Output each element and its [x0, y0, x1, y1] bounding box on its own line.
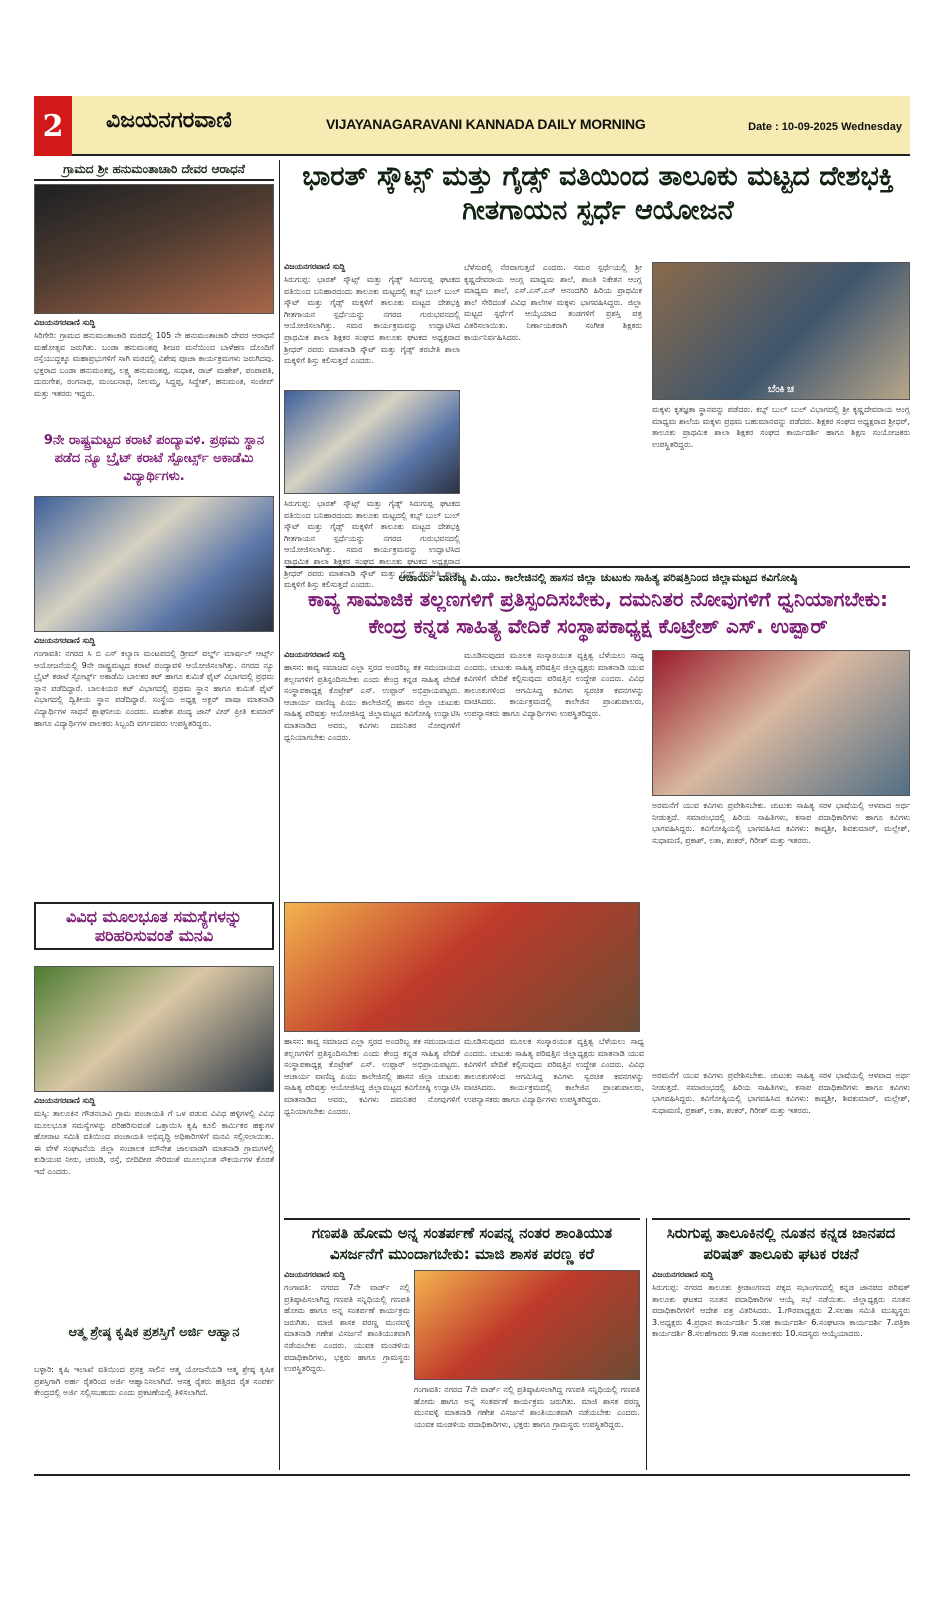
story2-photo	[34, 496, 274, 632]
story1-body: ಸಿರಿಗೇರಿ: ಗ್ರಾಮದ ಹನುಮಂತಾಚಾರಿ ಮಠದಲ್ಲಿ 105 ನೇ ಹನುಮಂತಾಚಾರಿ ದೇವರ ಆರಾಧನೆ ಮಹೋತ್ಸವ ಜರುಗಿತು. ಬಂಡಾ ಹನುಮಂತಪ್ಪ ಶೀಜರ ಮನೆಯಿಂದ ಬಾಳೆಹಣ ದೊಂದಿಗೆ ರಸ್ತೆಯುದ್ದಕ್ಕೂ ಮಹಾಪ್ರಭುಗಳಿಗೆ ಸಾಗಿ ಮಠದಲ್ಲಿ ವಿಶೇಷ ಪೂಜಾ ಕಾರ್ಯಕ್ರಮಗಳು ಜರುಗಿದವು. ಭಕ್ತರಾದ ಬಂಡಾ ಹನುಮಂತಪ್ಪ, ಲಕ್ಷ್ಮ ಹನುಮಂತಪ್ಪ, ಸುಧಾಕ, ರಾಜ್ ಮಹೇಶ್, ಪಂಪಾಪತಿ, ದುರುಗೇಶ, ರಂಗನಾಥ, ಮಂಜುನಾಥ, ನೀಲಮ್ಮ, ಸಿದ್ದಪ್ಪ, ಸಿದ್ದೇಶ್, ಹನುಮಂತ, ಸಂಜೀವ್ ಮತ್ತು ಇತರರು ಇದ್ದರು.	[34, 331, 274, 398]
story3-body: ಮಸ್ಕಿ: ತಾಲೂಕಿನ ಗೌಡನಬಾವಿ ಗ್ರಾಮ ಪಂಚಾಯತಿ ಗೆ ಒಳ ಪಡುವ ವಿವಿಧ ಹಳ್ಳಿಗಳಲ್ಲಿ ವಿವಿಧ ಮೂಲಭೂತ ಸಮಸ್ಯೆಗಳನ್ನು ಪರಿಹರಿಸುವಂತೆ ಒತ್ತಾಯಿಸಿ ಕೃಷಿ ಕೂಲಿ ಕಾರ್ಮಿಕರ ಹಕ್ಕುಗಳ ಹೋರಾಟ ಸಮಿತಿ ವತಿಯಿಂದ ಪಂಚಾಯತಿ ಅಭಿವೃದ್ಧಿ ಅಧಿಕಾರಿಗಳಿಗೆ ಮನವಿ ಸಲ್ಲಿಸಲಾಯಿತು. ಈ ವೇಳೆ ಸಂಘಟನೆಯ ಜಿಲ್ಲಾ ಸಂಚಾಲಕ ಮೌನೇಶ ಜಾಲವಾಡಗಿ ಮಾತನಾಡಿ ಗ್ರಾಮಗಳಲ್ಲಿ ಕುಡಿಯುವ ನೀರು, ಚರಂಡಿ, ರಸ್ತೆ, ಬೀದಿದೀಪ ಸೇರಿದಂತೆ ಮೂಲಭೂತ ಸೌಕರ್ಯಗಳ ಕೊರತೆ ಇದೆ ಎಂದರು.	[34, 1109, 274, 1176]
story1-photo	[34, 184, 274, 314]
story3-byline: ವಿಜಯನಗರವಾಣಿ ಸುದ್ದಿ	[34, 1096, 96, 1105]
kavi-banner: ಆಚಾರ್ಯ ವಾಣಿಜ್ಯ ಪಿ.ಯು. ಕಾಲೇಜಿನಲ್ಲಿ ಹಾಸನ ಜಿಲ್ಲಾ ಚುಟುಕು ಸಾಹಿತ್ಯ ಪರಿಷತ್ತಿನಿಂದ ಜಿಲ್ಲಾಮಟ್ಟದ ಕವಿಗೋಷ್ಠಿ	[286, 566, 910, 584]
ganapati-text	[284, 1270, 410, 1470]
lead-photo-guests	[652, 262, 910, 400]
kavi-photo-stage	[284, 902, 640, 1032]
lead-headline: ಭಾರತ್ ಸ್ಕೌಟ್ಸ್ ಮತ್ತು ಗೈಡ್ಸ್ ವತಿಯಿಂದ ತಾಲೂಕು ಮಟ್ಟದ ದೇಶಭಕ್ತಿ ಗೀತಗಾಯನ ಸ್ಪರ್ಧೆ ಆಯೋಜನೆ	[302, 161, 894, 226]
kasapa-text	[652, 1270, 910, 1470]
story2-byline: ವಿಜಯನಗರವಾಣಿ ಸುದ್ದಿ	[34, 636, 96, 645]
masthead-title: ವಿಜಯನಗರವಾಣಿ	[106, 108, 232, 133]
lead-photo-stage	[284, 390, 460, 494]
story1-byline: ವಿಜಯನಗರವಾಣಿ ಸುದ್ದಿ	[34, 318, 96, 327]
story2-body: ಗಂಗಾವತಿ: ನಗರದ ಸಿ ಬಿ ಎಸ್ ಕಲ್ಯಾಣ ಮಂಟಪದಲ್ಲಿ ಡ್ರೀಮ್ ವರ್ಲ್ಡ್ ಮಾರ್ಷಲ್ ಆರ್ಟ್ಸ್ ಆಯೋಜನೆಯಲ್ಲಿ 9ನೇ ರಾಷ್ಟ್ರಮಟ್ಟದ ಕರಾಟೆ ಪಂದ್ಯಾವಳಿ ಆಯೋಜಿಸಲಾಗಿತ್ತು. ನಗರದ ನ್ಯೂ ಬ್ರೈಟ್ ಕರಾಟೆ ಸ್ಪೋರ್ಟ್ಸ್ ಅಕಾಡೆಮಿ ಬಾಲಕರ ಕಟ್ ಹಾಗೂ ಕುಮಿತೆ ಫೈಟ್ ವಿಭಾಗದಲ್ಲಿ ಪ್ರಥಮ ಸ್ಥಾನ ಪಡೆದಿದ್ದಾರೆ. ಬಾಲಕಿಯರ ಕಟ್ ವಿಭಾಗದಲ್ಲಿ ಪ್ರಥಮ ಸ್ಥಾನ ಹಾಗೂ ಕುಮಿತೆ ಫೈಟ್ ವಿಭಾಗದಲ್ಲಿ ದ್ವಿತೀಯ ಸ್ಥಾನ ಪಡೆದಿದ್ದಾರೆ. ಸಂಸ್ಥೆಯ ಅಧ್ಯಕ್ಷ ಅಕ್ಬರ್ ಪಾಷಾ ಮಾತನಾಡಿ ವಿದ್ಯಾರ್ಥಿಗಳ ಸಾಧನೆ ಶ್ಲಾಘನೀಯ ಎಂದರು. ಮಹೇಶ ಪಂದ್ಯ ಜಾನ್ ವೀರ್ ಪ್ರೀತಿ ಕುಮಾರ್ ಹಾಗೂ ವಿದ್ಯಾರ್ಥಿಗಳ ಪಾಲಕರು ಸಿಬ್ಬಂದಿ ವರ್ಗದವರು ಉಪಸ್ಥಿತರಿದ್ದರು.	[34, 649, 274, 728]
ganapati-photo	[414, 1270, 640, 1380]
page-number: 2	[34, 96, 72, 156]
kavi-body-3-cont: ಅರಮನೆಗೆ ಯುವ ಕವಿಗಳು ಪ್ರವೇಶಿಸಬೇಕು. ಚುಟುಕು ಸಾಹಿತ್ಯ ಸರಳ ಭಾಷೆಯಲ್ಲಿ ಆಳವಾದ ಅರ್ಥ ನೀಡುತ್ತದೆ. ಸಮಾರಂಭದಲ್ಲಿ ಹಿರಿಯ ಸಾಹಿತಿಗಳು, ಕಸಾಪ ಪದಾಧಿಕಾರಿಗಳು ಹಾಗೂ ಕವಿಗಳು ಭಾಗವಹಿಸಿದ್ದರು. ಕವಿಗೋಷ್ಠಿಯಲ್ಲಿ ಭಾಗವಹಿಸಿದ ಕವಿಗಳು: ಕಾವ್ಯಶ್ರೀ, ಶಿವಕುಮಾರ್, ಮಲ್ಲೇಶ್, ಸುಧಾಮಣಿ, ಪ್ರಕಾಶ್, ಲತಾ, ಶಂಕರ್, ಗಿರೀಶ್ ಮತ್ತು ಇತರರು.	[652, 1071, 910, 1115]
ganapati-byline: ವಿಜಯನಗರವಾಣಿ ಸುದ್ದಿ	[284, 1270, 346, 1279]
photo-caption: ಬೆಂಕಿ ಚ	[768, 384, 794, 395]
ganapati-headline: ಗಣಪತಿ ಹೋಮ ಅನ್ನ ಸಂತರ್ಪಣೆ ಸಂಪನ್ನ ನಂತರ ಶಾಂತಿಯುತ ವಿಸರ್ಜನೆಗೆ ಮುಂದಾಗಬೇಕು: ಮಾಜಿ ಶಾಸಕ ಪರಣ್ಣ ಕರೆ	[284, 1218, 640, 1265]
story4-body: ಬಳ್ಳಾರಿ: ಕೃಷಿ ಇಲಾಖೆ ವತಿಯಿಂದ ಪ್ರಸಕ್ತ ಸಾಲಿನ ಆತ್ಮ ಯೋಜನೆಯಡಿ ಆತ್ಮ ಶ್ರೇಷ್ಠ ಕೃಷಿಕ ಪ್ರಶಸ್ತಿಗಾಗಿ ಅರ್ಹ ರೈತರಿಂದ ಅರ್ಜಿ ಆಹ್ವಾನಿಸಲಾಗಿದೆ. ಆಸಕ್ತ ರೈತರು ಹತ್ತಿರದ ರೈತ ಸಂಪರ್ಕ ಕೇಂದ್ರದಲ್ಲಿ ಅರ್ಜಿ ಸಲ್ಲಿಸಬಹುದು ಎಂದು ಪ್ರಕಟಣೆಯಲ್ಲಿ ತಿಳಿಸಲಾಗಿದೆ.	[34, 1365, 274, 1398]
page-bottom-rule	[34, 1474, 910, 1476]
english-title: VIJAYANAGARAVANI KANNADA DAILY MORNING	[326, 116, 646, 132]
ganapati-body: ಗಂಗಾವತಿ: ನಗರದ 7ನೇ ವಾರ್ಡ್ ನಲ್ಲಿ ಪ್ರತಿಷ್ಠಾಪಿಸಲಾಗಿದ್ದ ಗಣಪತಿ ಸನ್ನಿಧಿಯಲ್ಲಿ ಗಣಪತಿ ಹೋಮ ಹಾಗೂ ಅನ್ನ ಸಂತರ್ಪಣೆ ಕಾರ್ಯಕ್ರಮ ಜರುಗಿತು. ಮಾಜಿ ಶಾಸಕ ಪರಣ್ಣ ಮುನವಳ್ಳಿ ಮಾತನಾಡಿ ಗಣೇಶ ವಿಸರ್ಜನೆ ಶಾಂತಿಯುತವಾಗಿ ನಡೆಯಬೇಕು ಎಂದರು. ಯುವಕ ಮಂಡಳಿಯ ಪದಾಧಿಕಾರಿಗಳು, ಭಕ್ತರು ಹಾಗೂ ಗ್ರಾಮಸ್ಥರು ಉಪಸ್ಥಿತರಿದ್ದರು.	[284, 1283, 410, 1374]
story3-text	[34, 1096, 274, 1318]
kavi-photo-award	[652, 650, 910, 796]
lead-body-1-cont: ಸಿರುಗುಪ್ಪ: ಭಾರತ್ ಸ್ಕೌಟ್ಸ್ ಮತ್ತು ಗೈಡ್ಸ್ ಸಿರುಗುಪ್ಪ ಘಟಕದ ವತಿಯಿಂದ ಬನಿಹಾರದಂದು ತಾಲೂಕು ಮಟ್ಟದಲ್ಲಿ ಕಬ್ಸ್ ಬುಲ್ ಬುಲ್ ಸ್ಕೌಟ್ ಮತ್ತು ಗೈಡ್ಸ್ ಮಕ್ಕಳಿಗೆ ತಾಲೂಕು ಮಟ್ಟದ ದೇಶಭಕ್ತಿ ಗೀತಗಾಯನ ಸ್ಪರ್ಧೆಯನ್ನು ನಗರದ ಗುರುಭವನದಲ್ಲಿ ಆಯೋಜಿಸಲಾಗಿತ್ತು. ಸಮರ ಕಾರ್ಯಕ್ರಮವನ್ನು ಉದ್ಘಾಟಿಸಿದ ಪ್ರಾಥಮಿಕ ಶಾಲಾ ಶಿಕ್ಷಕರ ಸಂಘದ ತಾಲೂಕು ಘಟಕದ ಅಧ್ಯಕ್ಷರಾದ ಶ್ರೀಧರ್ ರವರು ಮಾತನಾಡಿ ಸ್ಕೌಟ್ ಮತ್ತು ಗೈಡ್ಸ್ ತರಬೇತಿ ಶಾಲಾ ಮಕ್ಕಳಿಗೆ ಶಿಸ್ತು ಕಲಿಸುತ್ತದೆ ಎಂದರು.	[284, 499, 460, 590]
kasapa-headline: ಸಿರುಗುಪ್ಪ ತಾಲೂಕಿನಲ್ಲಿ ನೂತನ ಕನ್ನಡ ಜಾನಪದ ಪರಿಷತ್ ತಾಲೂಕು ಘಟಕ ರಚನೆ	[652, 1218, 910, 1265]
kavi-body-2-cont: ಮೂಡಿಸುವುದರ ಮೂಲಕ ಸಂಸ್ಕಾರಯುತ ವ್ಯಕ್ತಿತ್ವ ಬೆಳೆಯಲು ಸಾಧ್ಯ ಎಂದರು. ಚುಟುಕು ಸಾಹಿತ್ಯ ಪರಿಷತ್ತಿನ ಜಿಲ್ಲಾಧ್ಯಕ್ಷರು ಮಾತನಾಡಿ ಯುವ ಕವಿಗಳಿಗೆ ವೇದಿಕೆ ಕಲ್ಪಿಸುವುದು ಪರಿಷತ್ತಿನ ಉದ್ದೇಶ ಎಂದರು. ವಿವಿಧ ತಾಲೂಕುಗಳಿಂದ ಆಗಮಿಸಿದ್ದ ಕವಿಗಳು ಸ್ವರಚಿತ ಕವನಗಳನ್ನು ವಾಚಿಸಿದರು. ಕಾರ್ಯಕ್ರಮದಲ್ಲಿ ಕಾಲೇಜಿನ ಪ್ರಾಂಶುಪಾಲರು, ಉಪನ್ಯಾಸಕರು ಹಾಗೂ ವಿದ್ಯಾರ್ಥಿಗಳು ಉಪಸ್ಥಿತರಿದ್ದರು.	[464, 1037, 644, 1104]
lead-body-3: ಮಕ್ಕಳು ಕೃತಜ್ಞತಾ ಸ್ಥಾನವನ್ನು ಪಡೆದರು. ಕಬ್ಸ್ ಬುಲ್ ಬುಲ್ ವಿಭಾಗದಲ್ಲಿ ಶ್ರೀ ಕೃಷ್ಣದೇವರಾಯ ಆಂಗ್ಲ ಮಾಧ್ಯಮ ಶಾಲೆಯ ಮಕ್ಕಳು ಪ್ರಥಮ ಬಹುಮಾನವನ್ನು ಪಡೆದರು. ಶಿಕ್ಷಕರ ಸಂಘದ ಅಧ್ಯಕ್ಷರಾದ ಶ್ರೀಧರ್, ತಾಲೂಕು ಪ್ರಾಥಮಿಕ ಶಾಲಾ ಶಿಕ್ಷಕರ ಸಂಘದ ಕಾರ್ಯದರ್ಶಿ ಹಾಗೂ ಶಿಕ್ಷಣ ಸಂಯೋಜಕರು ಉಪಸ್ಥಿತರಿದ್ದರು.	[652, 405, 910, 449]
issue-date: Date : 10-09-2025 Wednesday	[748, 121, 902, 133]
kavi-body-2: ಮೂಡಿಸುವುದರ ಮೂಲಕ ಸಂಸ್ಕಾರಯುತ ವ್ಯಕ್ತಿತ್ವ ಬೆಳೆಯಲು ಸಾಧ್ಯ ಎಂದರು. ಚುಟುಕು ಸಾಹಿತ್ಯ ಪರಿಷತ್ತಿನ ಜಿಲ್ಲಾಧ್ಯಕ್ಷರು ಮಾತನಾಡಿ ಯುವ ಕವಿಗಳಿಗೆ ವೇದಿಕೆ ಕಲ್ಪಿಸುವುದು ಪರಿಷತ್ತಿನ ಉದ್ದೇಶ ಎಂದರು. ವಿವಿಧ ತಾಲೂಕುಗಳಿಂದ ಆಗಮಿಸಿದ್ದ ಕವಿಗಳು ಸ್ವರಚಿತ ಕವನಗಳನ್ನು ವಾಚಿಸಿದರು. ಕಾರ್ಯಕ್ರಮದಲ್ಲಿ ಕಾಲೇಜಿನ ಪ್ರಾಂಶುಪಾಲರು, ಉಪನ್ಯಾಸಕರು ಹಾಗೂ ವಿದ್ಯಾರ್ಥಿಗಳು ಉಪಸ್ಥಿತರಿದ್ದರು.	[464, 651, 644, 718]
lead-text-col1	[284, 262, 460, 386]
lead-body-2: ಬೆಳೆಸುವಲ್ಲಿ ನೆರವಾಗುತ್ತದೆ ಎಂದರು. ಸಮರ ಸ್ಪರ್ಧೆಯಲ್ಲಿ ಶ್ರೀ ಕೃಷ್ಣದೇವರಾಯ ಆಂಗ್ಲ ಮಾಧ್ಯಮ ಶಾಲೆ, ಶಾಂತಿ ನಿಕೇತನ ಆಂಗ್ಲ ಮಾಧ್ಯಮ ಶಾಲೆ, ಎಸ್.ಎಸ್.ಎಸ್ ಆನಂದಗಿರಿ ಹಿರಿಯ ಪ್ರಾಥಮಿಕ ಶಾಲೆ ಸೇರಿದಂತೆ ವಿವಿಧ ಶಾಲೆಗಳ ಮಕ್ಕಳು ಭಾಗವಹಿಸಿದ್ದರು. ಜಿಲ್ಲಾ ಮಟ್ಟದ ಸ್ಪರ್ಧೆಗೆ ಆಯ್ಕೆಯಾದ ತಂಡಗಳಿಗೆ ಪ್ರಶಸ್ತಿ ಪತ್ರ ವಿತರಿಸಲಾಯಿತು. ನಿರ್ಣಾಯಕರಾಗಿ ಸಂಗೀತ ಶಿಕ್ಷಕರು ಕಾರ್ಯನಿರ್ವಹಿಸಿದರು.	[464, 263, 642, 342]
story3-photo	[34, 966, 274, 1092]
story1-text	[34, 318, 274, 428]
lead-byline: ವಿಜಯನಗರವಾಣಿ ಸುದ್ದಿ	[284, 262, 346, 271]
story3-headline: ವಿವಿಧ ಮೂಲಭೂತ ಸಮಸ್ಯೆಗಳನ್ನು ಪರಿಹರಿಸುವಂತೆ ಮನವಿ	[34, 902, 274, 950]
kavi-body-1: ಹಾಸನ: ಕಾವ್ಯ ಸಮಾಜದ ಎಲ್ಲಾ ಸ್ತರದ ಅಂದರಿಬ್ಬ ತಕ ಸಮುದಾಯದ ತಲ್ಲಣಗಳಿಗೆ ಪ್ರತಿಸ್ಪಂದಿಸಬೇಕು ಎಂದು ಕೇಂದ್ರ ಕನ್ನಡ ಸಾಹಿತ್ಯ ವೇದಿಕೆ ಸಂಸ್ಥಾಪಕಾಧ್ಯಕ್ಷ ಕೊಟ್ರೇಶ್ ಎಸ್. ಉಪ್ಪಾರ್ ಅಭಿಪ್ರಾಯಪಟ್ಟರು. ಆಚಾರ್ಯ ವಾಣಿಜ್ಯ ಪಿಯು ಕಾಲೇಜಿನಲ್ಲಿ ಹಾಸನ ಜಿಲ್ಲಾ ಚುಟುಕು ಸಾಹಿತ್ಯ ಪರಿಷತ್ತು ಆಯೋಜಿಸಿದ್ದ ಜಿಲ್ಲಾಮಟ್ಟದ ಕವಿಗೋಷ್ಠಿ ಉದ್ಘಾಟಿಸಿ ಮಾತನಾಡಿದ ಅವರು, ಕವಿಗಳು ದಮನಿತರ ನೋವುಗಳಿಗೆ ಧ್ವನಿಯಾಗಬೇಕು ಎಂದರು.	[284, 663, 460, 742]
story2-headline: 9ನೇ ರಾಷ್ಟ್ರಮಟ್ಟದ ಕರಾಟೆ ಪಂದ್ಯಾವಳಿ. ಪ್ರಥಮ ಸ್ಥಾನ ಪಡೆದ ನ್ಯೂ ಬ್ರೈಟ್ ಕರಾಟೆ ಸ್ಪೋರ್ಟ್ಸ್ ಅಕಾಡೆಮಿ ವಿದ್ಯಾರ್ಥಿಗಳು.	[43, 433, 265, 485]
section-divider	[646, 1218, 647, 1470]
column-divider	[279, 160, 280, 1470]
kavi-body-1-cont: ಹಾಸನ: ಕಾವ್ಯ ಸಮಾಜದ ಎಲ್ಲಾ ಸ್ತರದ ಅಂದರಿಬ್ಬ ತಕ ಸಮುದಾಯದ ತಲ್ಲಣಗಳಿಗೆ ಪ್ರತಿಸ್ಪಂದಿಸಬೇಕು ಎಂದು ಕೇಂದ್ರ ಕನ್ನಡ ಸಾಹಿತ್ಯ ವೇದಿಕೆ ಸಂಸ್ಥಾಪಕಾಧ್ಯಕ್ಷ ಕೊಟ್ರೇಶ್ ಎಸ್. ಉಪ್ಪಾರ್ ಅಭಿಪ್ರಾಯಪಟ್ಟರು. ಆಚಾರ್ಯ ವಾಣಿಜ್ಯ ಪಿಯು ಕಾಲೇಜಿನಲ್ಲಿ ಹಾಸನ ಜಿಲ್ಲಾ ಚುಟುಕು ಸಾಹಿತ್ಯ ಪರಿಷತ್ತು ಆಯೋಜಿಸಿದ್ದ ಜಿಲ್ಲಾಮಟ್ಟದ ಕವಿಗೋಷ್ಠಿ ಉದ್ಘಾಟಿಸಿ ಮಾತನಾಡಿದ ಅವರು, ಕವಿಗಳು ದಮನಿತರ ನೋವುಗಳಿಗೆ ಧ್ವನಿಯಾಗಬೇಕು ಎಂದರು.	[284, 1037, 460, 1116]
kavi-headline: ಕಾವ್ಯ ಸಾಮಾಜಿಕ ತಲ್ಲಣಗಳಿಗೆ ಪ್ರತಿಸ್ಪಂದಿಸಬೇಕು, ದಮನಿತರ ನೋವುಗಳಿಗೆ ಧ್ವನಿಯಾಗಬೇಕು: ಕೇಂದ್ರ ಕನ್ನಡ ಸಾಹಿತ್ಯ ವೇದಿಕೆ ಸಂಸ್ಥಾಪಕಾಧ್ಯಕ್ಷ ಕೊಟ್ರೇಶ್ ಎಸ್. ಉಪ್ಪಾರ್	[308, 587, 888, 638]
kasapa-body: ಸಿರುಗುಪ್ಪ: ನಗರದ ತಾಲೂಕು ಕ್ರೀಡಾಂಗಣದ ಪಕ್ಕದ ಸಭಾಂಗಣದಲ್ಲಿ ಕನ್ನಡ ಜಾನಪದ ಪರಿಷತ್ ತಾಲೂಕು ಘಟಕದ ನೂತನ ಪದಾಧಿಕಾರಿಗಳ ಆಯ್ಕೆ ಸಭೆ ನಡೆಯಿತು. ಜಿಲ್ಲಾಧ್ಯಕ್ಷರು ನೂತನ ಪದಾಧಿಕಾರಿಗಳಿಗೆ ಆದೇಶ ಪತ್ರ ವಿತರಿಸಿದರು. 1.ಗೌರವಾಧ್ಯಕ್ಷರು 2.ಸಲಹಾ ಸಮಿತಿ ಮುಖ್ಯಸ್ಥರು 3.ಅಧ್ಯಕ್ಷರು 4.ಪ್ರಧಾನ ಕಾರ್ಯದರ್ಶಿ 5.ಸಹ ಕಾರ್ಯದರ್ಶಿ 6.ಸಂಘಟನಾ ಕಾರ್ಯದರ್ಶಿ 7.ಪತ್ರಿಕಾ ಕಾರ್ಯದರ್ಶಿ 8.ಸಲಹೆಗಾರರು 9.ಸಹ ಸಂಚಾಲಕರು 10.ಸದಸ್ಯರು ಆಯ್ಕೆಯಾದರು.	[652, 1283, 910, 1339]
story2-text	[34, 636, 274, 896]
kavi-text-col1	[284, 650, 460, 898]
masthead-bar	[34, 96, 910, 156]
story1-headline: ಗ್ರಾಮದ ಶ್ರೀ ಹನುಮಂತಾಚಾರಿ ದೇವರ ಆರಾಧನೆ	[34, 162, 274, 181]
kavi-body-3: ಅರಮನೆಗೆ ಯುವ ಕವಿಗಳು ಪ್ರವೇಶಿಸಬೇಕು. ಚುಟುಕು ಸಾಹಿತ್ಯ ಸರಳ ಭಾಷೆಯಲ್ಲಿ ಆಳವಾದ ಅರ್ಥ ನೀಡುತ್ತದೆ. ಸಮಾರಂಭದಲ್ಲಿ ಹಿರಿಯ ಸಾಹಿತಿಗಳು, ಕಸಾಪ ಪದಾಧಿಕಾರಿಗಳು ಹಾಗೂ ಕವಿಗಳು ಭಾಗವಹಿಸಿದ್ದರು. ಕವಿಗೋಷ್ಠಿಯಲ್ಲಿ ಭಾಗವಹಿಸಿದ ಕವಿಗಳು: ಕಾವ್ಯಶ್ರೀ, ಶಿವಕುಮಾರ್, ಮಲ್ಲೇಶ್, ಸುಧಾಮಣಿ, ಪ್ರಕಾಶ್, ಲತಾ, ಶಂಕರ್, ಗಿರೀಶ್ ಮತ್ತು ಇತರರು.	[652, 801, 910, 845]
story4-headline: ಆತ್ಮ ಶ್ರೇಷ್ಠ ಕೃಷಿಕ ಪ್ರಶಸ್ತಿಗೆ ಅರ್ಜಿ ಆಹ್ವಾನ	[68, 1325, 240, 1340]
lead-body-1: ಸಿರುಗುಪ್ಪ: ಭಾರತ್ ಸ್ಕೌಟ್ಸ್ ಮತ್ತು ಗೈಡ್ಸ್ ಸಿರುಗುಪ್ಪ ಘಟಕದ ವತಿಯಿಂದ ಬನಿಹಾರದಂದು ತಾಲೂಕು ಮಟ್ಟದಲ್ಲಿ ಕಬ್ಸ್ ಬುಲ್ ಬುಲ್ ಸ್ಕೌಟ್ ಮತ್ತು ಗೈಡ್ಸ್ ಮಕ್ಕಳಿಗೆ ತಾಲೂಕು ಮಟ್ಟದ ದೇಶಭಕ್ತಿ ಗೀತಗಾಯನ ಸ್ಪರ್ಧೆಯನ್ನು ನಗರದ ಗುರುಭವನದಲ್ಲಿ ಆಯೋಜಿಸಲಾಗಿತ್ತು. ಸಮರ ಕಾರ್ಯಕ್ರಮವನ್ನು ಉದ್ಘಾಟಿಸಿದ ಪ್ರಾಥಮಿಕ ಶಾಲಾ ಶಿಕ್ಷಕರ ಸಂಘದ ತಾಲೂಕು ಘಟಕದ ಅಧ್ಯಕ್ಷರಾದ ಶ್ರೀಧರ್ ರವರು ಮಾತನಾಡಿ ಸ್ಕೌಟ್ ಮತ್ತು ಗೈಡ್ಸ್ ತರಬೇತಿ ಶಾಲಾ ಮಕ್ಕಳಿಗೆ ಶಿಸ್ತು ಕಲಿಸುತ್ತದೆ ಎಂದರು.	[284, 275, 460, 366]
kavi-byline: ವಿಜಯನಗರವಾಣಿ ಸುದ್ದಿ	[284, 650, 346, 659]
ganapati-body-cont: ಗಂಗಾವತಿ: ನಗರದ 7ನೇ ವಾರ್ಡ್ ನಲ್ಲಿ ಪ್ರತಿಷ್ಠಾಪಿಸಲಾಗಿದ್ದ ಗಣಪತಿ ಸನ್ನಿಧಿಯಲ್ಲಿ ಗಣಪತಿ ಹೋಮ ಹಾಗೂ ಅನ್ನ ಸಂತರ್ಪಣೆ ಕಾರ್ಯಕ್ರಮ ಜರುಗಿತು. ಮಾಜಿ ಶಾಸಕ ಪರಣ್ಣ ಮುನವಳ್ಳಿ ಮಾತನಾಡಿ ಗಣೇಶ ವಿಸರ್ಜನೆ ಶಾಂತಿಯುತವಾಗಿ ನಡೆಯಬೇಕು ಎಂದರು. ಯುವಕ ಮಂಡಳಿಯ ಪದಾಧಿಕಾರಿಗಳು, ಭಕ್ತರು ಹಾಗೂ ಗ್ರಾಮಸ್ಥರು ಉಪಸ್ಥಿತರಿದ್ದರು.	[414, 1385, 640, 1429]
kasapa-byline: ವಿಜಯನಗರವಾಣಿ ಸುದ್ದಿ	[652, 1270, 714, 1279]
